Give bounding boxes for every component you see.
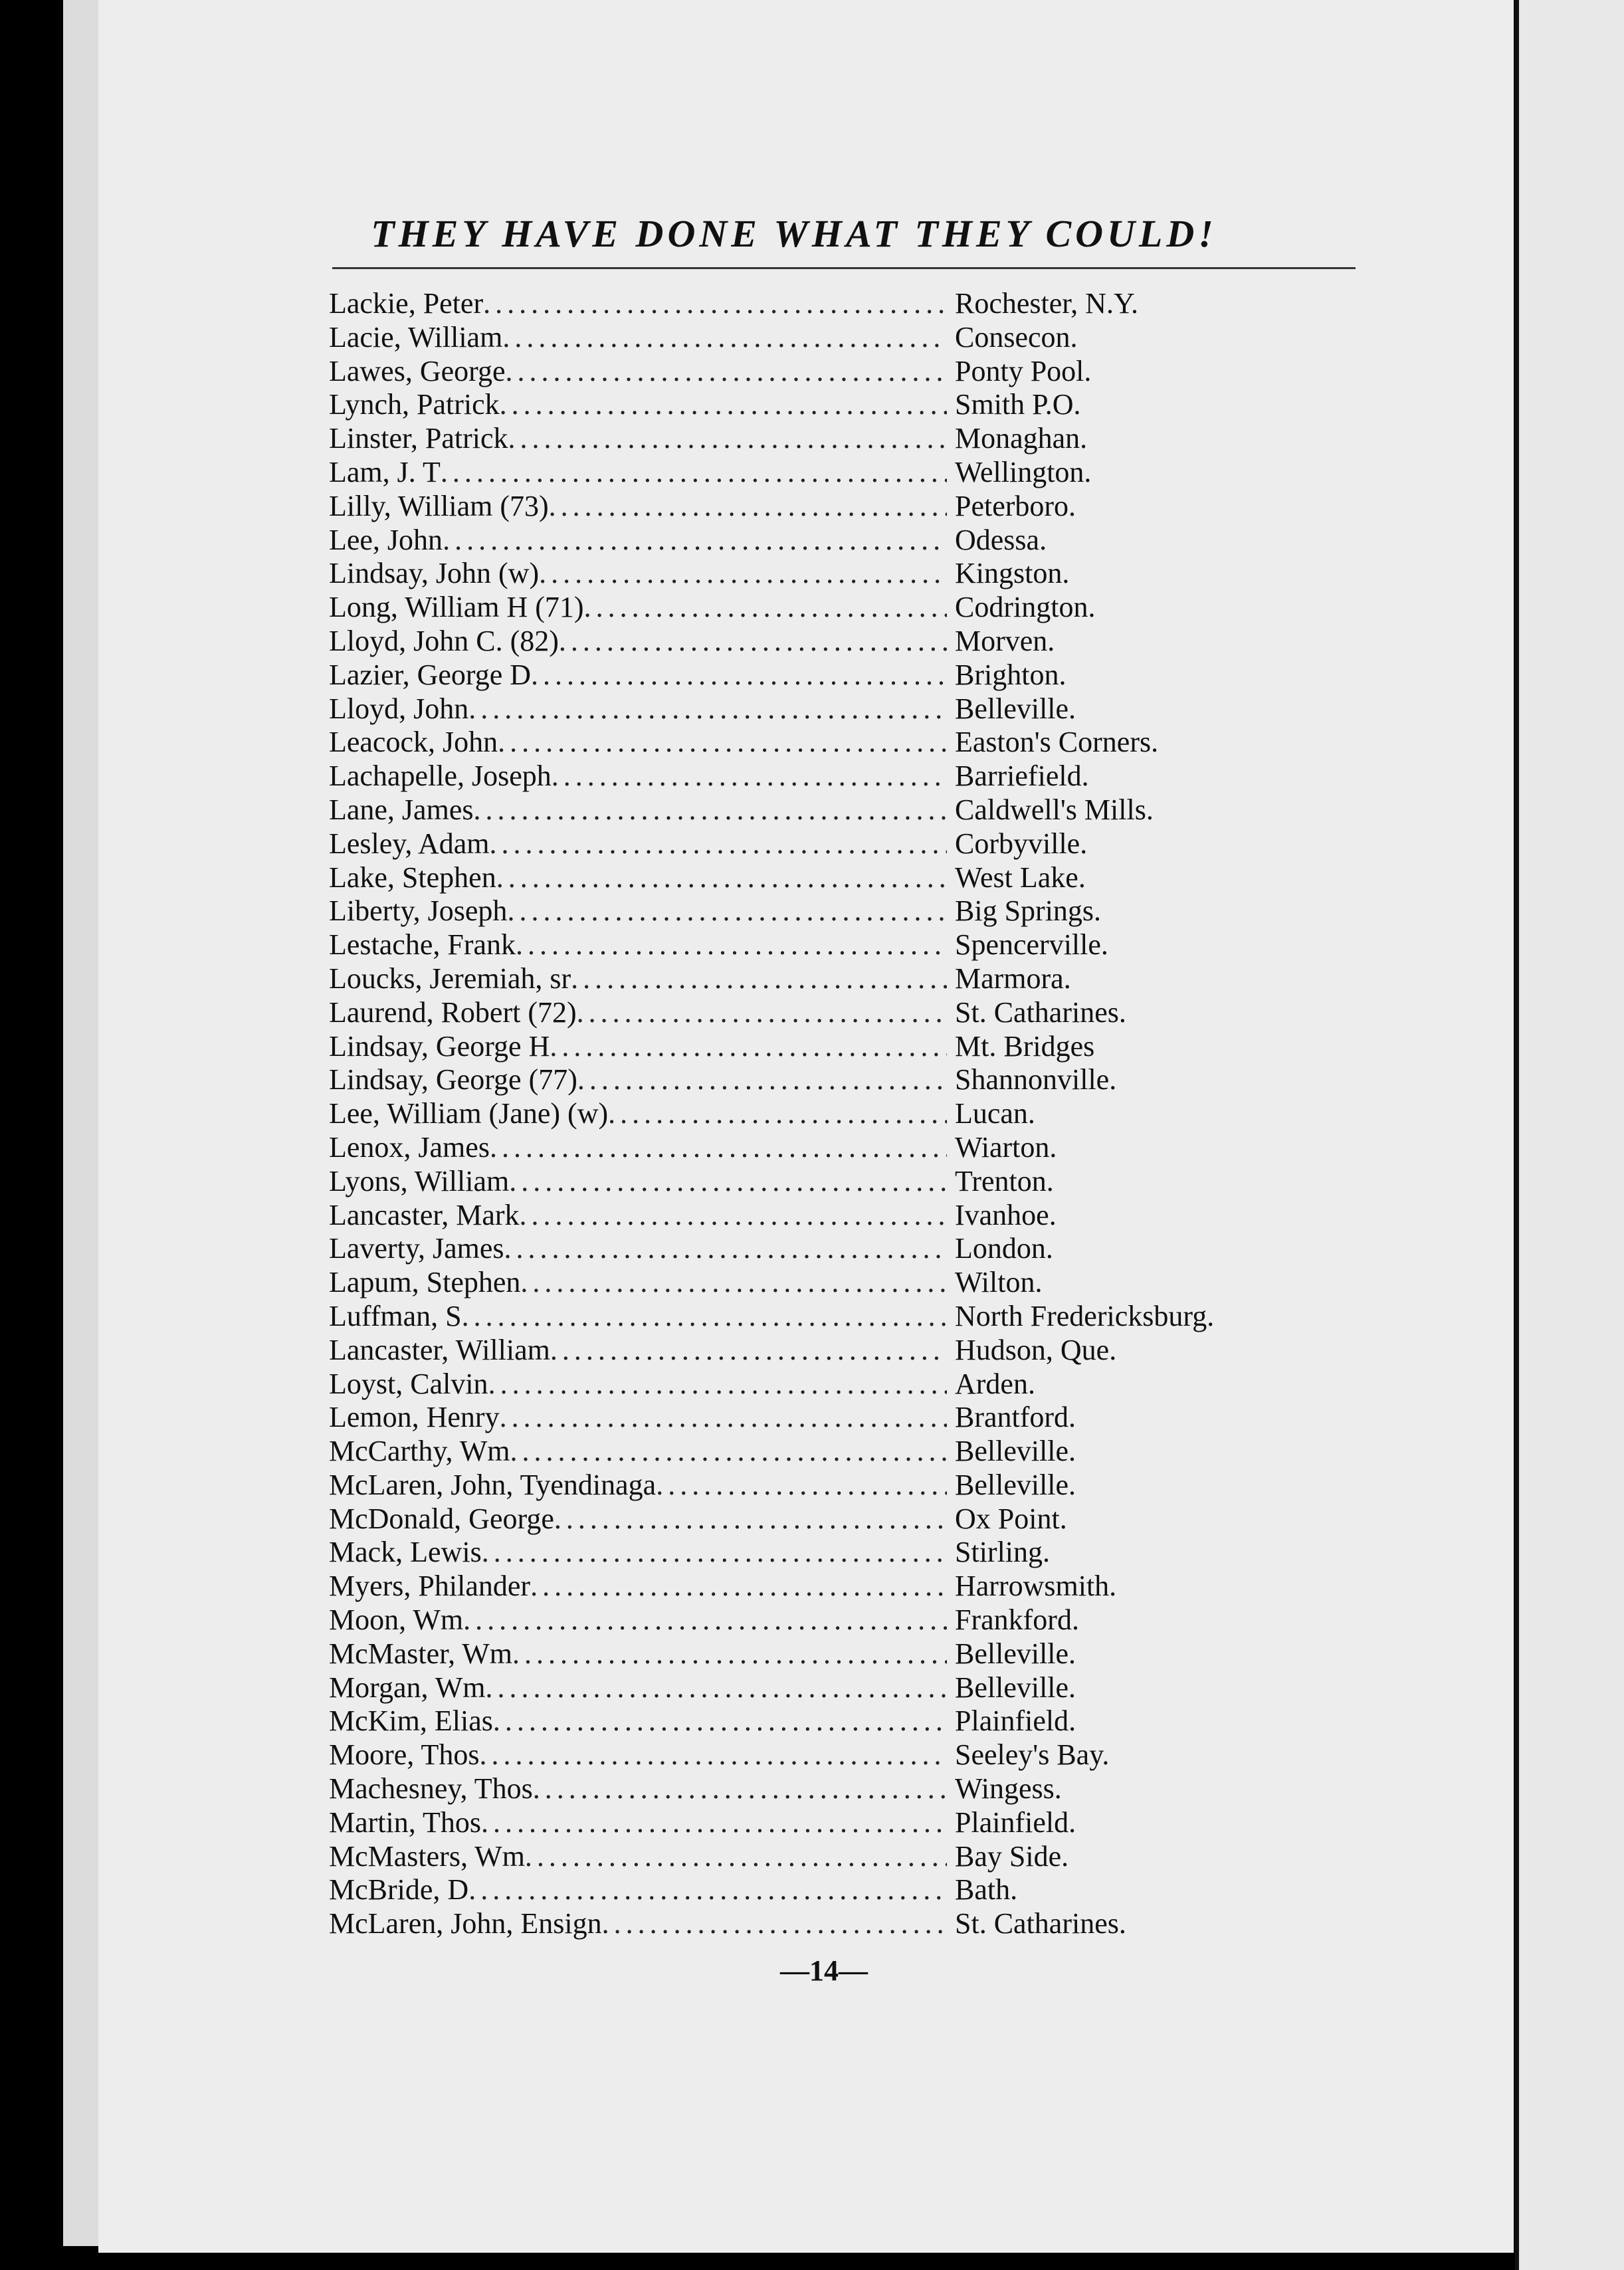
list-item [329, 1334, 1366, 1368]
entry-name-cell [329, 726, 947, 760]
entry-place: Kingston. [955, 557, 1070, 590]
entry-name: Moon, Wm [329, 1603, 464, 1637]
dot-leader [508, 422, 948, 456]
entry-name: Lemon, Henry [329, 1401, 500, 1434]
entry-name: Lindsay, George H [329, 1029, 550, 1063]
page-number: —14— [780, 1954, 868, 1987]
dot-leader [490, 827, 947, 861]
entry-name-cell [329, 591, 947, 625]
dot-leader [468, 1873, 947, 1907]
entry-name: Morgan, Wm [329, 1671, 486, 1704]
entry-name: Liberty, Joseph [329, 894, 508, 928]
entry-name-cell [329, 861, 947, 895]
dot-leader [577, 1063, 947, 1097]
entry-place: West Lake. [955, 861, 1086, 894]
dot-leader [533, 1772, 947, 1806]
list-item [329, 659, 1366, 692]
dot-leader [490, 1131, 947, 1165]
list-item [329, 1704, 1366, 1738]
entry-name-cell [329, 355, 947, 389]
entry-name-cell [329, 1030, 947, 1064]
entry-place: Belleville. [955, 1637, 1076, 1670]
entry-name-cell [329, 827, 947, 861]
entry-name-cell [329, 1738, 947, 1772]
list-item [329, 625, 1366, 659]
dot-leader [559, 625, 947, 659]
entry-place: Bath. [955, 1873, 1018, 1907]
entry-place: Spencerville. [955, 928, 1108, 962]
entry-name: Lee, John [329, 523, 443, 556]
entry-name: Loyst, Calvin [329, 1367, 488, 1400]
list-item [329, 1063, 1366, 1097]
entry-place: Frankford. [955, 1603, 1079, 1637]
entry-name: Lestache, Frank [329, 928, 516, 962]
list-item [329, 591, 1366, 625]
entry-name-cell [329, 1873, 947, 1907]
entry-name-cell [329, 1469, 947, 1502]
right-page-edge [1515, 0, 1624, 2270]
entry-name: Machesney, Thos [329, 1772, 533, 1806]
entry-place: Belleville. [955, 1671, 1076, 1704]
entry-name-cell [329, 1536, 947, 1570]
entry-place: Ponty Pool. [955, 354, 1092, 387]
entry-place: Belleville. [955, 1435, 1076, 1468]
entry-name-cell [329, 1131, 947, 1165]
entry-place: St. Catharines. [955, 1907, 1126, 1940]
list-item [329, 1873, 1366, 1907]
list-item [329, 1772, 1366, 1806]
dot-leader [520, 1199, 947, 1233]
entry-name-cell [329, 1704, 947, 1738]
list-item [329, 1232, 1366, 1266]
dot-leader [485, 1671, 947, 1705]
dot-leader [482, 1536, 947, 1570]
list-item [329, 1536, 1366, 1570]
list-item [329, 861, 1366, 895]
list-item [329, 1199, 1366, 1233]
list-item [329, 1097, 1366, 1131]
entry-name-cell [329, 490, 947, 524]
dot-leader [530, 1570, 947, 1603]
entry-place: Ivanhoe. [955, 1198, 1057, 1231]
entry-place: Brantford. [955, 1401, 1076, 1434]
entry-place: Mt. Bridges [955, 1029, 1095, 1063]
entry-place: Shannonville. [955, 1063, 1117, 1096]
entry-place: Monaghan. [955, 422, 1088, 455]
entry-place: Big Springs. [955, 894, 1102, 928]
entry-place: Hudson, Que. [955, 1333, 1117, 1366]
entry-name: Lachapelle, Joseph [329, 760, 552, 793]
entry-name-cell [329, 996, 947, 1030]
page-header: THEY HAVE DONE WHAT THEY COULD! [371, 212, 1217, 255]
list-item [329, 692, 1366, 726]
entry-name-cell [329, 1907, 947, 1941]
list-item [329, 1030, 1366, 1064]
entry-name: Moore, Thos [329, 1738, 480, 1772]
list-item [329, 1603, 1366, 1637]
entry-name: Lancaster, Mark [329, 1198, 520, 1231]
entry-name: Lilly, William (73) [329, 489, 549, 522]
entry-name-cell [329, 692, 947, 726]
list-item [329, 894, 1366, 928]
entry-place: Odessa. [955, 523, 1047, 556]
list-item [329, 524, 1366, 558]
dot-leader [584, 591, 947, 625]
entry-place: North Fredericksburg. [955, 1299, 1215, 1332]
entry-place: Wellington. [955, 455, 1092, 488]
entry-name-cell [329, 321, 947, 355]
list-item [329, 996, 1366, 1030]
entry-place: Rochester, N.Y. [955, 287, 1139, 320]
dot-leader [498, 726, 947, 760]
entry-name: McCarthy, Wm [329, 1435, 510, 1468]
entry-name-cell [329, 760, 947, 793]
list-item [329, 962, 1366, 996]
entry-place: Plainfield. [955, 1704, 1076, 1738]
entry-name: Lawes, George [329, 354, 506, 387]
entry-name: Lloyd, John C. (82) [329, 624, 559, 657]
entry-place: Peterboro. [955, 489, 1076, 522]
entry-place: Trenton. [955, 1164, 1054, 1197]
entry-name: Lackie, Peter [329, 287, 484, 320]
entry-name-cell [329, 894, 947, 928]
list-item [329, 1401, 1366, 1435]
entry-place: Bay Side. [955, 1839, 1069, 1873]
entry-name-cell [329, 1232, 947, 1266]
entry-name-cell [329, 659, 947, 692]
list-item [329, 760, 1366, 793]
entry-name-cell [329, 1165, 947, 1199]
entry-place: Consecon. [955, 320, 1078, 354]
entry-name-cell [329, 1840, 947, 1874]
entry-name: Laurend, Robert (72) [329, 995, 577, 1029]
dot-leader [441, 456, 947, 490]
dot-leader [496, 861, 947, 895]
dot-leader [516, 928, 947, 962]
entry-name-cell [329, 1266, 947, 1300]
list-item [329, 1165, 1366, 1199]
entry-name-cell [329, 1300, 947, 1334]
entry-name: Laverty, James [329, 1232, 504, 1265]
entry-name-cell [329, 793, 947, 827]
header-rule [332, 267, 1356, 269]
entry-place: Morven. [955, 624, 1055, 657]
entry-name: McLaren, John, Tyendinaga [329, 1468, 657, 1501]
dot-leader [550, 1334, 947, 1368]
entry-name: Lapum, Stephen [329, 1266, 521, 1299]
entry-name: Myers, Philander [329, 1570, 531, 1603]
entry-name-cell [329, 1334, 947, 1368]
dot-leader [554, 1502, 947, 1536]
dot-leader [520, 1266, 947, 1300]
entry-place: Ox Point. [955, 1502, 1067, 1535]
entry-name: Lynch, Patrick [329, 388, 500, 421]
entry-name: Lancaster, William [329, 1333, 550, 1366]
dot-leader [463, 1603, 947, 1637]
entry-name-cell [329, 1806, 947, 1840]
dot-leader [468, 692, 947, 726]
entry-place: Marmora. [955, 962, 1071, 995]
entry-name: Leacock, John [329, 726, 498, 759]
list-item [329, 1368, 1366, 1401]
entry-place: Stirling. [955, 1536, 1051, 1569]
entry-name-cell [329, 1063, 947, 1097]
dot-leader [483, 287, 947, 321]
list-item [329, 1300, 1366, 1334]
entry-name: Lake, Stephen [329, 861, 496, 894]
list-item [329, 726, 1366, 760]
dot-leader [550, 1030, 947, 1064]
list-item [329, 422, 1366, 456]
entry-place: Wilton. [955, 1266, 1043, 1299]
entry-place: Barriefield. [955, 760, 1089, 793]
entry-name-cell [329, 1401, 947, 1435]
entry-name-cell [329, 625, 947, 659]
list-item [329, 827, 1366, 861]
list-item [329, 1806, 1366, 1840]
dot-leader [602, 1907, 947, 1941]
entry-name: Lenox, James [329, 1130, 490, 1164]
entry-place: Corbyville. [955, 827, 1088, 860]
entry-name-cell [329, 287, 947, 321]
dot-leader [510, 1435, 947, 1469]
entry-name-cell [329, 962, 947, 996]
list-item [329, 456, 1366, 490]
dot-leader [509, 1165, 947, 1199]
entry-place: London. [955, 1232, 1053, 1265]
list-item [329, 1671, 1366, 1705]
entry-name: Loucks, Jeremiah, sr [329, 962, 571, 995]
list-item [329, 388, 1366, 422]
dot-leader [493, 1704, 947, 1738]
dot-leader [504, 1232, 947, 1266]
dot-leader [473, 793, 947, 827]
list-item [329, 1570, 1366, 1603]
entry-name-cell [329, 1637, 947, 1671]
entry-name-cell [329, 1570, 947, 1603]
entry-name: McMaster, Wm [329, 1637, 513, 1670]
entry-name: Lazier, George D [329, 658, 532, 691]
list-item [329, 490, 1366, 524]
list-item [329, 793, 1366, 827]
dot-leader [462, 1300, 947, 1334]
entry-place: Wiarton. [955, 1130, 1057, 1164]
list-item [329, 1907, 1366, 1941]
entry-name-cell [329, 1502, 947, 1536]
entry-place: Arden. [955, 1367, 1035, 1400]
entry-name: McBride, D [329, 1873, 469, 1907]
dot-leader [502, 321, 947, 355]
dot-leader [552, 760, 947, 793]
dot-leader [507, 894, 947, 928]
entry-name: Lyons, William [329, 1164, 510, 1197]
dot-leader [443, 524, 947, 558]
entry-place: Harrowsmith. [955, 1570, 1117, 1603]
dot-leader [481, 1806, 947, 1840]
entry-place: St. Catharines. [955, 995, 1126, 1029]
dot-leader [539, 557, 947, 591]
entry-place: Caldwell's Mills. [955, 793, 1154, 826]
dot-leader [500, 388, 947, 422]
dot-leader [488, 1368, 947, 1401]
entry-name: Linster, Patrick [329, 422, 508, 455]
entry-name: Lindsay, John (w) [329, 557, 540, 590]
entry-place: Smith P.O. [955, 388, 1081, 421]
entry-name: Lane, James [329, 793, 474, 826]
entry-place: Easton's Corners. [955, 726, 1159, 759]
entry-name-cell [329, 456, 947, 490]
entry-place: Wingess. [955, 1772, 1062, 1806]
entry-place: Plainfield. [955, 1806, 1076, 1839]
list-item [329, 1435, 1366, 1469]
entry-place: Brighton. [955, 658, 1066, 691]
entry-name: Mack, Lewis [329, 1536, 482, 1569]
entry-name-cell [329, 1368, 947, 1401]
entry-name-cell [329, 524, 947, 558]
dot-leader [608, 1097, 947, 1131]
list-item [329, 1738, 1366, 1772]
dot-leader [531, 659, 947, 692]
entry-name: McLaren, John, Ensign [329, 1907, 602, 1940]
dot-leader [480, 1738, 947, 1772]
entry-place: Belleville. [955, 1468, 1076, 1501]
entry-name: McDonald, George [329, 1502, 554, 1535]
entry-name-cell [329, 422, 947, 456]
entry-name-cell [329, 557, 947, 591]
dot-leader [577, 996, 947, 1030]
list-item [329, 557, 1366, 591]
dot-leader [656, 1469, 947, 1502]
entry-name: McMasters, Wm [329, 1839, 525, 1873]
dot-leader [571, 962, 947, 996]
list-item [329, 321, 1366, 355]
entry-name-cell [329, 1772, 947, 1806]
entry-name-cell [329, 1603, 947, 1637]
entry-name: Martin, Thos [329, 1806, 481, 1839]
entry-name-cell [329, 388, 947, 422]
list-item [329, 355, 1366, 389]
entry-name-cell [329, 1671, 947, 1705]
entry-name: Long, William H (71) [329, 591, 584, 624]
entry-place: Seeley's Bay. [955, 1738, 1110, 1772]
list-item [329, 928, 1366, 962]
entry-name: Lacie, William [329, 320, 503, 354]
list-item [329, 1469, 1366, 1502]
list-item [329, 1131, 1366, 1165]
entry-place: Codrington. [955, 591, 1096, 624]
entry-name: Lindsay, George (77) [329, 1063, 577, 1096]
entry-name: Lee, William (Jane) (w) [329, 1097, 609, 1130]
list-item [329, 1840, 1366, 1874]
entry-name-cell [329, 1097, 947, 1131]
name-list [329, 287, 1366, 1941]
list-item [329, 1266, 1366, 1300]
entry-name: Lam, J. T [329, 455, 441, 488]
entry-name-cell [329, 1435, 947, 1469]
list-item [329, 1637, 1366, 1671]
dot-leader [500, 1401, 947, 1435]
entry-name-cell [329, 928, 947, 962]
entry-name: Luffman, S [329, 1299, 462, 1332]
dot-leader [525, 1840, 947, 1874]
entry-name-cell [329, 1199, 947, 1233]
entry-name: Lloyd, John [329, 692, 469, 725]
entry-place: Belleville. [955, 692, 1076, 725]
dot-leader [506, 355, 947, 389]
entry-name: McKim, Elias [329, 1704, 493, 1738]
list-item [329, 1502, 1366, 1536]
entry-name: Lesley, Adam [329, 827, 490, 860]
entry-place: Lucan. [955, 1097, 1035, 1130]
list-item [329, 287, 1366, 321]
dot-leader [512, 1637, 947, 1671]
dot-leader [549, 490, 947, 524]
